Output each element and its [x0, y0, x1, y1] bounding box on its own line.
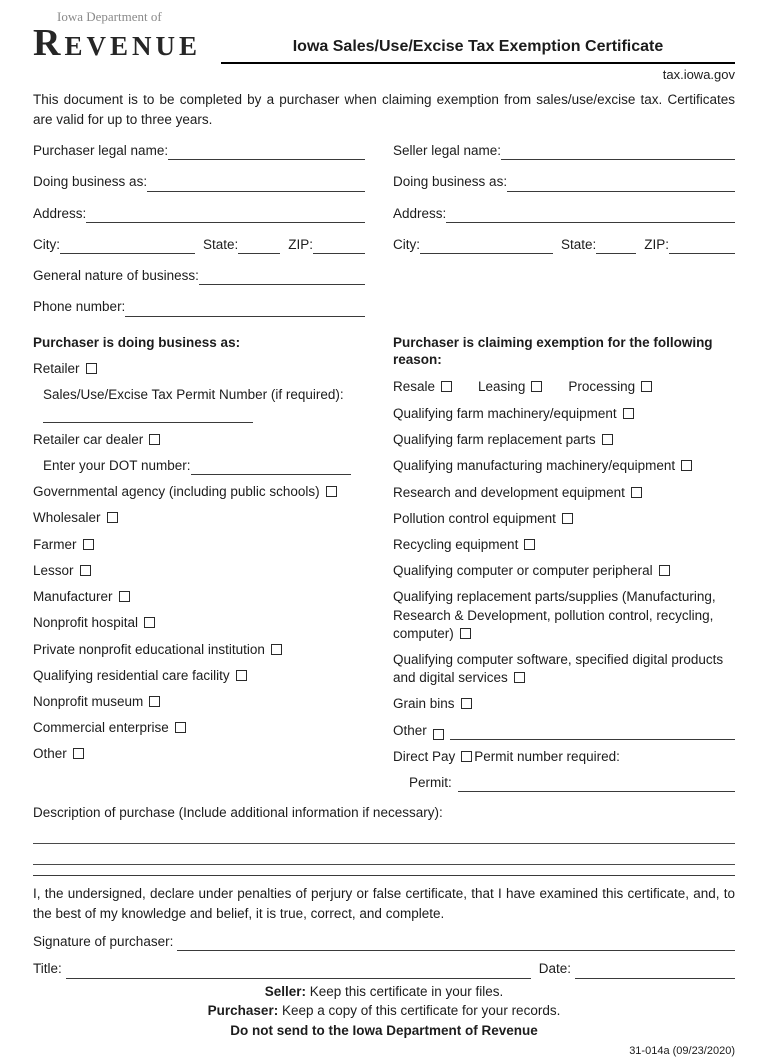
leasing-label: Leasing: [478, 378, 526, 394]
other-exemption-label: Other: [393, 722, 427, 738]
purchaser-zip-input[interactable]: [313, 239, 365, 254]
exemption-section: [393, 334, 735, 801]
checkbox-qualifying-farm-replacement-parts[interactable]: [602, 434, 613, 445]
do-not-send-instruction: Do not send to the Iowa Department of Revenue: [230, 1022, 538, 1038]
recycling-equipment-label: Recycling equipment: [393, 536, 519, 552]
permit-label: Permit:: [409, 775, 452, 791]
checkbox-retailer[interactable]: [86, 363, 97, 374]
checkbox-other-exemption[interactable]: [433, 729, 444, 740]
lessor-label: Lessor: [33, 562, 74, 578]
replacement-parts-supplies-item: [393, 588, 735, 643]
description-line-1-input[interactable]: [33, 823, 735, 844]
direct-pay-item: [393, 748, 735, 766]
purchaser-city-label: City:: [33, 236, 60, 252]
pollution-control-item: [393, 510, 735, 528]
title-input[interactable]: [66, 964, 531, 979]
other-business-label: Other: [33, 746, 67, 762]
retailer-car-dealer-label: Retailer car dealer: [33, 431, 144, 447]
seller-instruction-text: Keep this certificate in your files.: [305, 983, 504, 999]
grain-bins-item: [393, 695, 735, 713]
farmer-item: [33, 536, 365, 554]
nonprofit-hospital-item: [33, 614, 365, 632]
seller-city-state-zip-row: [393, 236, 735, 254]
purchaser-legal-name-row: [33, 142, 365, 160]
description-label: Description of purchase (Include additional information if necessary):: [33, 805, 443, 821]
manufacturer-label: Manufacturer: [33, 589, 113, 605]
grain-bins-label: Grain bins: [393, 696, 455, 712]
signature-input[interactable]: [177, 936, 735, 951]
computer-peripheral-label: Qualifying computer or computer peripheral: [393, 563, 653, 579]
checkbox-grain-bins[interactable]: [461, 698, 472, 709]
farm-machinery-label: Qualifying farm machinery/equipment: [393, 405, 617, 421]
checkbox-qualifying-replacement-parts-supplies[interactable]: [460, 628, 471, 639]
seller-legal-name-label: Seller legal name:: [393, 143, 502, 159]
purchaser-fields-column: [33, 142, 365, 329]
checkbox-farmer[interactable]: [83, 539, 94, 550]
permit-number-subline: [33, 386, 365, 422]
purchaser-dba-row: [33, 173, 365, 191]
checkbox-commercial-enterprise[interactable]: [175, 722, 186, 733]
checkbox-qualifying-manufacturing-machinery[interactable]: [681, 460, 692, 471]
permit-number-label: Sales/Use/Excise Tax Permit Number (if required):: [43, 387, 344, 403]
retailer-label: Retailer: [33, 361, 80, 377]
other-business-item: [33, 745, 365, 763]
seller-city-label: City:: [393, 236, 420, 252]
computer-software-item: [393, 651, 735, 687]
commercial-enterprise-item: [33, 719, 365, 737]
computer-peripheral-item: [393, 562, 735, 580]
research-development-item: [393, 484, 735, 502]
checkbox-qualifying-computer-software[interactable]: [514, 672, 525, 683]
checkbox-manufacturer[interactable]: [119, 591, 130, 602]
seller-address-label: Address:: [393, 205, 447, 221]
purchaser-phone-input[interactable]: [125, 302, 365, 317]
recycling-equipment-item: [393, 536, 735, 554]
seller-city-input[interactable]: [420, 239, 553, 254]
nonprofit-hospital-label: Nonprofit hospital: [33, 615, 139, 631]
logo-dept-line: Iowa Department of: [57, 9, 162, 24]
intro-paragraph: This document is to be completed by a purchaser when claiming exemption from sales/use/excise tax. Certificates are valid for up to three years.: [33, 91, 735, 127]
farm-replacement-parts-label: Qualifying farm replacement parts: [393, 432, 596, 448]
date-label: Date:: [538, 961, 571, 977]
checkbox-lessor[interactable]: [80, 565, 91, 576]
farm-machinery-item: [393, 405, 735, 423]
seller-zip-input[interactable]: [669, 239, 735, 254]
purchaser-address-input[interactable]: [86, 208, 365, 223]
purchaser-city-state-zip-row: [33, 236, 365, 254]
purchaser-dba-input[interactable]: [147, 177, 365, 192]
checkbox-resale[interactable]: [441, 381, 452, 392]
purchaser-state-label: State:: [202, 236, 239, 252]
direct-pay-note: Permit number required:: [474, 748, 620, 764]
seller-instruction: [33, 983, 735, 1001]
checkbox-retailer-car-dealer[interactable]: [149, 434, 160, 445]
purchaser-address-label: Address:: [33, 205, 87, 221]
title-date-row: [33, 960, 735, 978]
manufacturing-machinery-label: Qualifying manufacturing machinery/equipment: [393, 458, 676, 474]
checkbox-governmental-agency[interactable]: [326, 486, 337, 497]
purchaser-instruction-bold: Purchaser:: [207, 1003, 279, 1019]
seller-address-input[interactable]: [446, 208, 735, 223]
checkbox-sections: [33, 334, 735, 801]
checkbox-processing[interactable]: [641, 381, 652, 392]
nonprofit-museum-label: Nonprofit museum: [33, 693, 144, 709]
purchaser-instruction: [33, 1002, 735, 1020]
manufacturer-item: [33, 588, 365, 606]
business-as-section: [33, 334, 365, 801]
seller-zip-label: ZIP:: [644, 236, 669, 252]
permit-number-input[interactable]: [43, 410, 253, 423]
purchaser-state-input[interactable]: [238, 239, 280, 254]
seller-state-label: State:: [560, 236, 597, 252]
checkbox-recycling-equipment[interactable]: [524, 539, 535, 550]
checkbox-nonprofit-hospital[interactable]: [144, 617, 155, 628]
checkbox-pollution-control-equipment[interactable]: [562, 513, 573, 524]
seller-dba-input[interactable]: [507, 177, 735, 192]
resale-leasing-processing-row: [393, 378, 735, 396]
checkbox-research-development-equipment[interactable]: [631, 487, 642, 498]
research-development-label: Research and development equipment: [393, 484, 625, 500]
dot-number-label: Enter your DOT number:: [43, 457, 191, 473]
farm-replacement-parts-item: [393, 431, 735, 449]
form-header: [33, 10, 735, 64]
purchaser-legal-name-input[interactable]: [168, 145, 365, 160]
checkbox-leasing[interactable]: [531, 381, 542, 392]
form-number: 31-014a (09/23/2020): [629, 1045, 735, 1058]
purchaser-zip-label: ZIP:: [288, 236, 313, 252]
website-text: tax.iowa.gov: [662, 67, 735, 83]
governmental-agency-item: [33, 483, 365, 501]
qualifying-residential-care-item: [33, 667, 365, 685]
farmer-label: Farmer: [33, 536, 77, 552]
replacement-parts-supplies-label: Qualifying replacement parts/supplies (Manufacturing, Research & Development, pollution control, recycling, computer): [393, 589, 716, 641]
purchaser-dba-label: Doing business as:: [33, 174, 148, 190]
direct-pay-permit-row: [393, 774, 735, 792]
seller-address-row: [393, 205, 735, 223]
seller-legal-name-input[interactable]: [501, 145, 735, 160]
private-nonprofit-educational-label: Private nonprofit educational institution: [33, 641, 265, 657]
seller-instruction-bold: Seller:: [264, 983, 306, 999]
qualifying-residential-care-label: Qualifying residential care facility: [33, 667, 230, 683]
checkbox-qualifying-farm-machinery[interactable]: [623, 408, 634, 419]
checkbox-qualifying-computer-peripheral[interactable]: [659, 565, 670, 576]
purchaser-nature-input[interactable]: [199, 270, 365, 285]
nonprofit-museum-item: [33, 693, 365, 711]
business-as-heading: Purchaser is doing business as:: [33, 334, 241, 350]
retailer-item: [33, 360, 365, 378]
processing-item: [568, 378, 652, 396]
retailer-car-dealer-item: [33, 431, 365, 449]
governmental-agency-label: Governmental agency (including public schools): [33, 484, 320, 500]
other-exemption-input[interactable]: [450, 725, 735, 740]
title-label: Title:: [33, 961, 62, 977]
signature-label: Signature of purchaser:: [33, 934, 174, 950]
seller-dba-label: Doing business as:: [393, 174, 508, 190]
form-title: Iowa Sales/Use/Excise Tax Exemption Certificate: [221, 36, 735, 65]
manufacturing-machinery-item: [393, 457, 735, 475]
purchaser-city-input[interactable]: [60, 239, 195, 254]
seller-fields-column: [393, 142, 735, 329]
seller-dba-row: [393, 173, 735, 191]
purchaser-instruction-text: Keep a copy of this certificate for your records.: [278, 1003, 561, 1019]
leasing-item: [478, 378, 542, 396]
pollution-control-label: Pollution control equipment: [393, 510, 556, 526]
purchaser-nature-row: [33, 267, 365, 285]
resale-label: Resale: [393, 378, 436, 394]
seller-legal-name-row: [393, 142, 735, 160]
checkbox-wholesaler[interactable]: [107, 512, 118, 523]
checkbox-private-nonprofit-educational-institution[interactable]: [271, 644, 282, 655]
computer-software-label: Qualifying computer software, specified digital products and digital services: [393, 652, 724, 686]
purchaser-legal-name-label: Purchaser legal name:: [33, 143, 169, 159]
other-exemption-item: [393, 722, 735, 740]
declaration-paragraph: I, the undersigned, declare under penalties of perjury or false certificate, that I have examined this certificate, and, to the best of my knowledge and belief, it is true, correct, and complete.: [33, 885, 735, 921]
party-fields: [33, 142, 735, 329]
signature-row: [33, 933, 735, 951]
description-line-2-input[interactable]: [33, 844, 735, 865]
direct-pay-label: Direct Pay: [393, 748, 456, 764]
purchaser-nature-label: General nature of business:: [33, 268, 199, 284]
seller-state-input[interactable]: [596, 239, 636, 254]
private-nonprofit-educational-item: [33, 641, 365, 659]
section-divider: [33, 875, 735, 876]
wholesaler-label: Wholesaler: [33, 510, 101, 526]
iowa-revenue-logo: [33, 10, 213, 64]
checkbox-qualifying-residential-care-facility[interactable]: [236, 670, 247, 681]
dot-number-input[interactable]: [191, 462, 351, 475]
checkbox-direct-pay[interactable]: [461, 751, 472, 762]
lessor-item: [33, 562, 365, 580]
logo-revenue-text: REVENUE: [33, 22, 201, 65]
dot-number-subline: [33, 457, 365, 475]
purchaser-phone-row: [33, 298, 365, 316]
exemption-heading: Purchaser is claiming exemption for the following reason:: [393, 334, 713, 368]
date-input[interactable]: [575, 964, 735, 979]
wholesaler-item: [33, 509, 365, 527]
commercial-enterprise-label: Commercial enterprise: [33, 720, 169, 736]
resale-item: [393, 378, 452, 396]
direct-pay-permit-input[interactable]: [458, 777, 735, 792]
processing-label: Processing: [568, 378, 636, 394]
purchaser-address-row: [33, 205, 365, 223]
checkbox-nonprofit-museum[interactable]: [149, 696, 160, 707]
checkbox-other-business[interactable]: [73, 748, 84, 759]
purchaser-phone-label: Phone number:: [33, 299, 126, 315]
